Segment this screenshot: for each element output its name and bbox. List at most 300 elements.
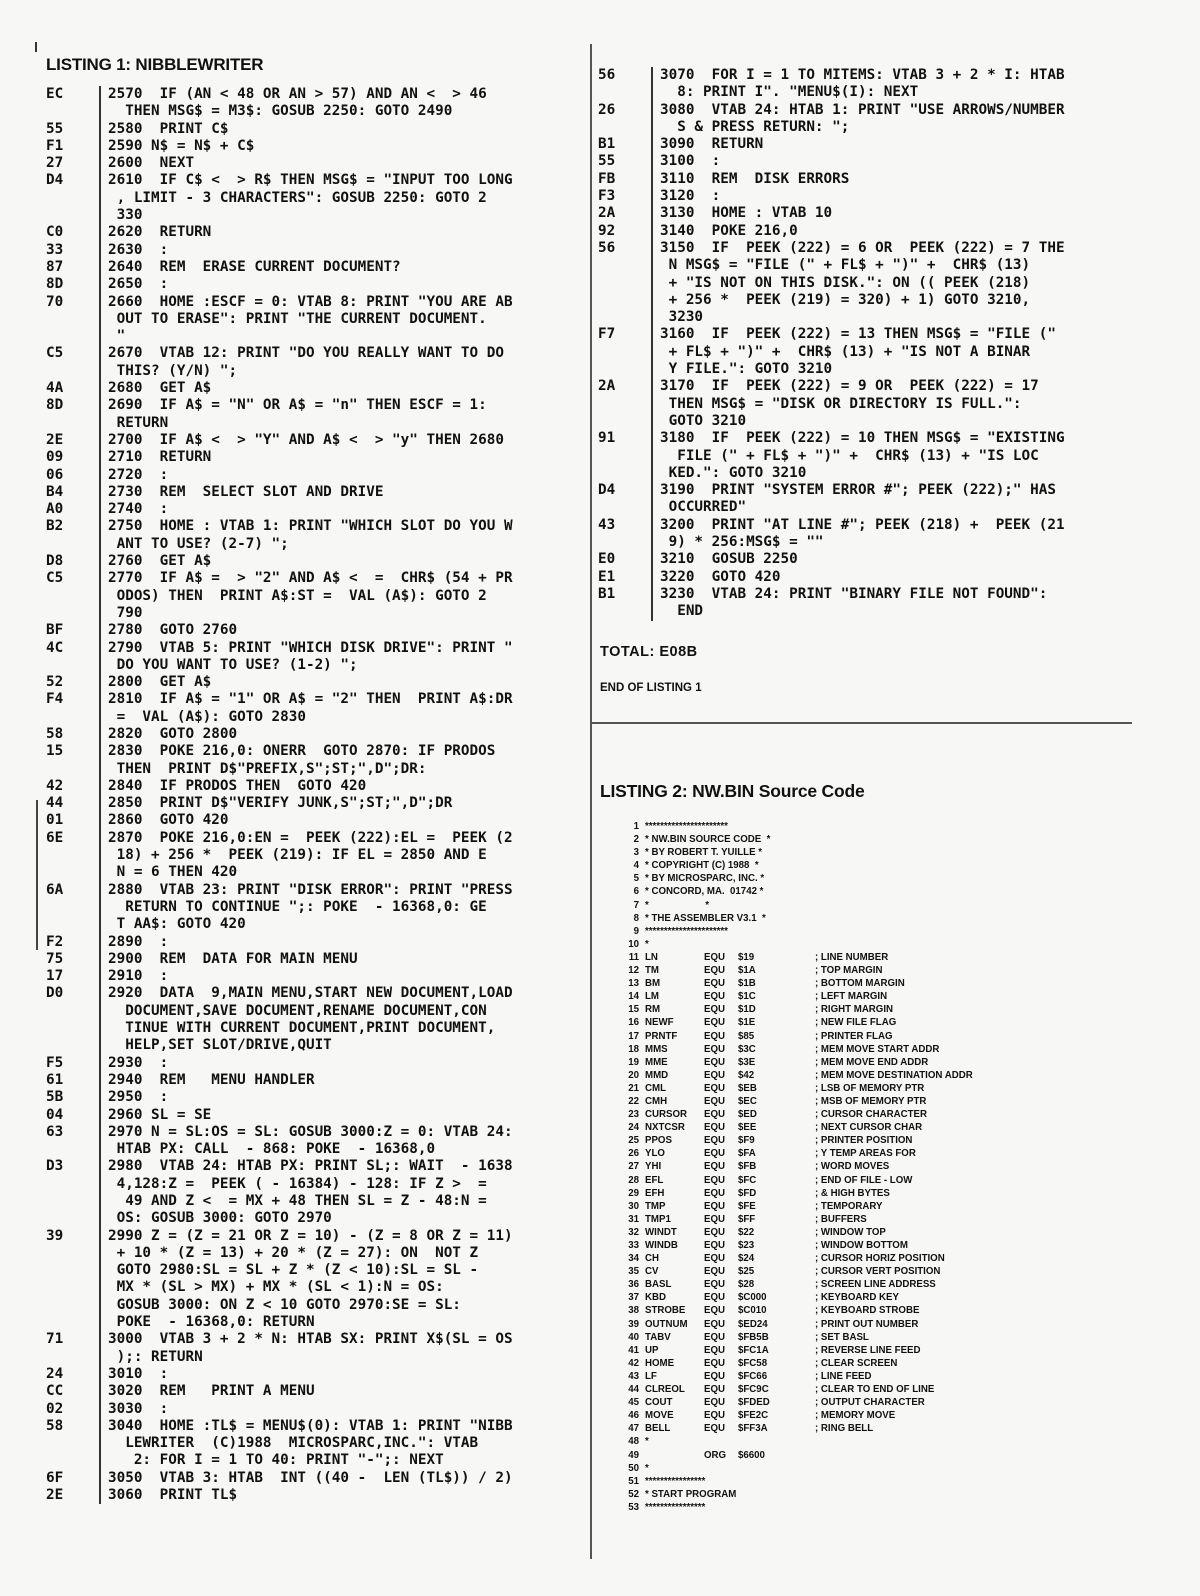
checksum: 2E <box>46 431 64 448</box>
source-line-number: 41 <box>628 1344 639 1356</box>
listing-rule <box>99 1055 101 1072</box>
checksum: BF <box>46 622 64 639</box>
code-text: 2650 : <box>108 276 169 293</box>
source-label: TM <box>645 965 659 977</box>
source-operand: $1E <box>738 1017 756 1029</box>
source-operand: $FE <box>738 1200 756 1212</box>
source-label: PRNTF <box>645 1030 678 1042</box>
source-line <box>615 1174 1035 1187</box>
listing-rule <box>99 518 101 553</box>
source-comment-line: ********************** <box>645 821 728 832</box>
checksum: 52 <box>46 674 64 691</box>
source-comment: ; SCREEN LINE ADDRESS <box>815 1279 936 1291</box>
code-text: 2810 IF A$ = "1" OR A$ = "2" THEN PRINT A$:DR = VAL (A$): GOTO 2830 <box>108 691 513 725</box>
checksum: D8 <box>46 553 64 570</box>
listing-rule <box>99 242 101 259</box>
source-line <box>615 1226 1035 1239</box>
source-opcode: EQU <box>704 1344 725 1356</box>
source-comment-line: * <box>645 938 649 950</box>
source-line <box>615 1344 1035 1357</box>
listing-rule <box>99 691 101 726</box>
listing-line <box>46 467 513 484</box>
code-text: 2870 POKE 216,0:EN = PEEK (222):EL = PEEK (2 18) + 256 * PEEK (219): IF EL = 2850 AND E N = 6 THEN 420 <box>108 829 513 881</box>
source-comment-line: **************** <box>645 1475 706 1487</box>
listing-line <box>598 136 1065 153</box>
source-operand: $3E <box>738 1056 756 1068</box>
source-operand: $FDED <box>738 1397 770 1409</box>
source-line <box>615 1396 1035 1409</box>
source-operand: $C000 <box>738 1292 767 1304</box>
code-text: 3140 POKE 216,0 <box>660 222 798 239</box>
checksum: 04 <box>46 1106 64 1123</box>
source-label: BELL <box>645 1423 671 1435</box>
checksum: F7 <box>598 326 616 343</box>
source-operand: $FC9C <box>738 1384 769 1396</box>
listing-line <box>46 674 513 691</box>
listing-rule <box>651 586 653 621</box>
source-label: KBD <box>645 1292 666 1304</box>
code-text: 2750 HOME : VTAB 1: PRINT "WHICH SLOT DO YOU W ANT TO USE? (2-7) "; <box>108 518 513 552</box>
checksum: 26 <box>598 101 616 118</box>
source-opcode: EQU <box>704 1292 725 1304</box>
section-divider <box>592 722 1132 724</box>
source-label: UP <box>645 1344 659 1356</box>
source-line <box>615 1069 1035 1082</box>
source-line-number: 29 <box>628 1187 639 1199</box>
source-line-number: 15 <box>628 1004 639 1016</box>
source-label: LN <box>645 951 658 963</box>
listing-rule <box>99 276 101 293</box>
checksum: 6E <box>46 829 64 846</box>
source-operand: $FB <box>738 1161 757 1173</box>
code-text: 3110 REM DISK ERRORS <box>660 170 850 187</box>
checksum: 44 <box>46 795 64 812</box>
source-line-number: 43 <box>628 1370 639 1382</box>
source-line-number: 20 <box>628 1069 639 1081</box>
source-line-number: 34 <box>628 1253 639 1265</box>
source-opcode: EQU <box>704 1410 725 1422</box>
checksum: 09 <box>46 449 64 466</box>
code-text: 2830 POKE 216,0: ONERR GOTO 2870: IF PRODOS THEN PRINT D$"PREFIX,S";ST;",D";DR: <box>108 743 496 777</box>
source-label: MMS <box>645 1043 668 1055</box>
listing-rule <box>651 223 653 240</box>
listing-line <box>598 551 1065 568</box>
checksum: 8D <box>46 276 64 293</box>
code-text: 2890 : <box>108 933 169 950</box>
listing-line <box>598 378 1065 430</box>
checksum: 71 <box>46 1331 64 1348</box>
source-opcode: EQU <box>704 1069 725 1081</box>
source-label: TMP <box>645 1200 666 1212</box>
source-label: HOME <box>645 1357 675 1369</box>
source-comment-line: * THE ASSEMBLER V3.1 * <box>645 912 766 924</box>
source-comment: ; KEYBOARD STROBE <box>815 1305 920 1317</box>
source-comment: ; TEMPORARY <box>815 1200 883 1212</box>
source-operand: $FC1A <box>738 1344 769 1356</box>
source-line-number: 5 <box>633 873 639 885</box>
checksum: 2A <box>598 205 616 222</box>
source-label: LM <box>645 991 659 1003</box>
listing-line <box>598 188 1065 205</box>
checksum: 39 <box>46 1227 64 1244</box>
source-line-number: 35 <box>628 1266 639 1278</box>
code-text: 2960 SL = SE <box>108 1106 212 1123</box>
listing1-right-column <box>598 67 1065 621</box>
source-label: TABV <box>645 1331 671 1343</box>
checksum: 01 <box>46 812 64 829</box>
source-comment: ; CLEAR TO END OF LINE <box>815 1384 935 1396</box>
listing-rule <box>99 1107 101 1124</box>
source-operand: $19 <box>738 951 755 963</box>
source-operand: $1A <box>738 965 756 977</box>
source-opcode: EQU <box>704 1017 725 1029</box>
checksum: 8D <box>46 397 64 414</box>
source-operand: $ED <box>738 1109 757 1121</box>
code-text: 2970 N = SL:OS = SL: GOSUB 3000:Z = 0: VTAB 24: HTAB PX: CALL - 868: POKE - 16368,0 <box>108 1123 513 1158</box>
checksum: 70 <box>46 293 64 310</box>
code-text: 3090 RETURN <box>660 136 764 153</box>
listing-rule <box>99 830 101 882</box>
source-operand: $FF3A <box>738 1423 768 1435</box>
source-comment-line: ********************** <box>645 925 728 937</box>
code-text: 2880 VTAB 23: PRINT "DISK ERROR": PRINT "PRESS RETURN TO CONTINUE ";: POKE - 16368,0: GE T AA$: GOTO 420 <box>108 881 513 933</box>
source-line-number: 26 <box>628 1148 639 1160</box>
source-opcode: EQU <box>704 1266 725 1278</box>
checksum: 4A <box>46 380 64 397</box>
listing-line <box>46 812 513 829</box>
source-opcode: EQU <box>704 1004 725 1016</box>
listing-line <box>46 691 513 726</box>
listing-line <box>46 795 513 812</box>
listing-line <box>46 1331 513 1366</box>
source-line <box>615 899 1035 912</box>
source-line-number: 44 <box>628 1384 639 1396</box>
listing-rule <box>99 294 101 346</box>
source-line <box>615 1278 1035 1291</box>
source-comment-line: * START PROGRAM <box>645 1488 737 1500</box>
checksum: 2E <box>46 1487 64 1504</box>
code-text: 3040 HOME :TL$ = MENU$(0): VTAB 1: PRINT "NIBB LEWRITER (C)1988 MICROSPARC,INC.": VTAB 2: FOR I = 1 TO 40: PRINT "-";: NEXT <box>108 1417 513 1469</box>
source-comment-line: * * <box>645 899 710 911</box>
code-text: 2950 : <box>108 1089 169 1106</box>
source-operand: $ED24 <box>738 1318 768 1330</box>
code-text: 3230 VTAB 24: PRINT "BINARY FILE NOT FOUND": END <box>660 585 1048 620</box>
listing-line <box>598 205 1065 222</box>
source-line <box>615 1121 1035 1134</box>
checksum: C5 <box>46 570 64 587</box>
source-line <box>615 977 1035 990</box>
source-comment: ; MEM MOVE DESTINATION ADDR <box>815 1069 973 1081</box>
code-text: 3080 VTAB 24: HTAB 1: PRINT "USE ARROWS/NUMBER S & PRESS RETURN: "; <box>660 101 1065 135</box>
source-comment: ; RING BELL <box>815 1423 874 1435</box>
listing-line <box>46 1487 513 1504</box>
listing-rule <box>651 188 653 205</box>
source-comment-line: * CONCORD, MA. 01742 * <box>645 886 764 898</box>
source-operand: $FC <box>738 1174 757 1186</box>
listing-line <box>46 726 513 743</box>
source-comment: ; MEM MOVE END ADDR <box>815 1056 929 1068</box>
source-line-number: 46 <box>628 1410 639 1422</box>
source-line <box>615 1488 1035 1501</box>
code-text: 3060 PRINT TL$ <box>108 1487 238 1504</box>
source-comment-line: * BY ROBERT T. YUILLE * <box>645 847 762 859</box>
source-label: WINDT <box>645 1226 677 1238</box>
source-comment: ; CURSOR CHARACTER <box>815 1109 927 1121</box>
listing-line <box>46 1418 513 1470</box>
source-comment: ; BUFFERS <box>815 1213 867 1225</box>
source-line <box>615 1331 1035 1344</box>
source-label: MME <box>645 1056 668 1068</box>
checksum: 56 <box>598 239 616 256</box>
source-line-number: 7 <box>633 899 639 911</box>
source-label: COUT <box>645 1397 673 1409</box>
checksum: 43 <box>598 516 616 533</box>
code-text: 3070 FOR I = 1 TO MITEMS: VTAB 3 + 2 * I: HTAB 8: PRINT I". "MENU$(I): NEXT <box>660 67 1065 101</box>
listing-line <box>46 1107 513 1124</box>
code-text: 2920 DATA 9,MAIN MENU,START NEW DOCUMENT,LOAD DOCUMENT,SAVE DOCUMENT,RENAME DOCUMENT,CON TINUE WITH CURRENT DOCUMENT,PRINT DOCUMENT, HELP,SET SLOT/DRIVE,QUIT <box>108 985 513 1054</box>
listing-line <box>46 743 513 778</box>
source-line-number: 53 <box>628 1501 639 1513</box>
source-line <box>615 1435 1035 1448</box>
code-text: 2850 PRINT D$"VERIFY JUNK,S";ST;",D";DR <box>108 795 453 812</box>
code-text: 2800 GET A$ <box>108 674 212 691</box>
code-text: 2590 N$ = N$ + C$ <box>108 137 255 154</box>
source-label: BM <box>645 978 661 990</box>
listing-rule <box>99 778 101 795</box>
listing-line <box>598 223 1065 240</box>
source-operand: $24 <box>738 1253 755 1265</box>
checksum: 58 <box>46 1417 64 1434</box>
code-text: 3100 : <box>660 153 721 170</box>
source-line <box>615 1108 1035 1121</box>
source-label: CV <box>645 1266 659 1278</box>
source-line <box>615 1095 1035 1108</box>
code-text: 2780 GOTO 2760 <box>108 622 238 639</box>
listing-rule <box>99 449 101 466</box>
source-opcode: EQU <box>704 951 725 963</box>
code-text: 2930 : <box>108 1054 169 1071</box>
crop-mark <box>35 42 37 52</box>
listing-rule <box>651 205 653 222</box>
listing-rule <box>99 882 101 934</box>
source-line <box>615 1304 1035 1317</box>
source-line-number: 6 <box>633 886 639 898</box>
checksum: 17 <box>46 968 64 985</box>
listing-rule <box>651 240 653 326</box>
listing-rule <box>99 1383 101 1400</box>
listing-line <box>598 586 1065 621</box>
source-line <box>615 938 1035 951</box>
source-line <box>615 833 1035 846</box>
source-opcode: EQU <box>704 1056 725 1068</box>
source-opcode: EQU <box>704 1279 725 1291</box>
source-line <box>615 912 1035 925</box>
source-comment-line: **************** <box>645 1501 706 1513</box>
listing-rule <box>99 743 101 778</box>
source-operand: $28 <box>738 1279 755 1291</box>
source-line-number: 42 <box>628 1357 639 1369</box>
code-text: 2640 REM ERASE CURRENT DOCUMENT? <box>108 258 401 275</box>
code-text: 2680 GET A$ <box>108 380 212 397</box>
source-line-number: 28 <box>628 1174 639 1186</box>
code-text: 3130 HOME : VTAB 10 <box>660 205 833 222</box>
source-comment: ; LINE NUMBER <box>815 951 889 963</box>
listing-line <box>46 380 513 397</box>
source-line-number: 25 <box>628 1135 639 1147</box>
checksum: 15 <box>46 743 64 760</box>
listing-rule <box>99 674 101 691</box>
column-divider <box>590 44 592 1559</box>
code-text: 2700 IF A$ < > "Y" AND A$ < > "y" THEN 2680 <box>108 431 504 448</box>
source-label: MMD <box>645 1069 669 1081</box>
source-line-number: 23 <box>628 1109 639 1121</box>
source-line <box>615 846 1035 859</box>
listing-line <box>46 968 513 985</box>
listing-line <box>598 517 1065 552</box>
source-line <box>615 820 1035 833</box>
listing-line <box>46 1089 513 1106</box>
checksum: 33 <box>46 241 64 258</box>
listing-line <box>46 259 513 276</box>
source-operand: $1C <box>738 991 756 1003</box>
source-label: RM <box>645 1004 661 1016</box>
source-comment-line: * BY MICROSPARC, INC. * <box>645 873 765 885</box>
code-text: 3160 IF PEEK (222) = 13 THEN MSG$ = "FILE (" + FL$ + ")" + CHR$ (13) + "IS NOT A BINAR Y FILE.": GOTO 3210 <box>660 326 1056 378</box>
listing-rule <box>99 259 101 276</box>
code-text: 3030 : <box>108 1400 169 1417</box>
source-operand: $FC58 <box>738 1357 768 1369</box>
source-label: YLO <box>645 1148 665 1160</box>
listing-rule <box>99 467 101 484</box>
checksum: A0 <box>46 501 64 518</box>
code-text: 2990 Z = (Z = 21 OR Z = 10) - (Z = 8 OR Z = 11) + 10 * (Z = 13) + 20 * (Z = 27): ON NOT Z GOTO 2980:SL = SL + Z * (Z < 10):SL = SL - MX * (SL > MX) + MX * (SL < 1):N = OS: GOSUB 3000: ON Z < 10 GOTO 2970:SE = SL: POKE - 16368,0: RETURN <box>108 1227 513 1331</box>
listing-line <box>46 432 513 449</box>
source-opcode: EQU <box>704 1384 725 1396</box>
listing2-source-code <box>615 820 1035 1514</box>
source-comment: ; WINDOW BOTTOM <box>815 1240 908 1251</box>
source-line-number: 30 <box>628 1200 639 1212</box>
listing-rule <box>99 345 101 380</box>
checksum: 56 <box>598 67 616 83</box>
source-label: EFH <box>645 1187 665 1199</box>
checksum: E0 <box>598 551 616 568</box>
checksum: F2 <box>46 933 64 950</box>
source-operand: $EE <box>738 1122 757 1134</box>
source-comment: ; BOTTOM MARGIN <box>815 978 905 990</box>
source-opcode: EQU <box>704 1213 725 1225</box>
source-line <box>615 1160 1035 1173</box>
checksum: 2A <box>598 378 616 395</box>
source-opcode: EQU <box>704 1174 725 1186</box>
checksum: B4 <box>46 483 64 500</box>
source-label: STROBE <box>645 1305 686 1317</box>
listing-line <box>46 138 513 155</box>
source-line <box>615 1383 1035 1396</box>
listing-line <box>46 934 513 951</box>
source-label: BASL <box>645 1279 672 1291</box>
listing-line <box>46 449 513 466</box>
source-line-number: 49 <box>628 1449 639 1461</box>
listing-line <box>46 121 513 138</box>
code-text: 2690 IF A$ = "N" OR A$ = "n" THEN ESCF = 1: RETURN <box>108 397 487 431</box>
listing-rule <box>99 1124 101 1159</box>
code-text: 2840 IF PRODOS THEN GOTO 420 <box>108 777 367 794</box>
listing-rule <box>99 726 101 743</box>
source-opcode: EQU <box>704 1226 725 1238</box>
source-comment: ; LINE FEED <box>815 1370 872 1382</box>
listing-rule <box>651 482 653 517</box>
checksum: F1 <box>46 137 64 154</box>
listing-line <box>46 1366 513 1383</box>
source-opcode: ORG <box>704 1449 727 1461</box>
source-label <box>645 1449 704 1462</box>
code-text: 2730 REM SELECT SLOT AND DRIVE <box>108 483 384 500</box>
listing-rule <box>99 553 101 570</box>
listing-rule <box>99 1487 101 1504</box>
source-line <box>615 1134 1035 1147</box>
listing-line <box>598 102 1065 137</box>
checksum: EC <box>46 86 64 102</box>
source-label: NXTCSR <box>645 1122 685 1134</box>
code-text: 3020 REM PRINT A MENU <box>108 1383 315 1400</box>
listing-line <box>598 240 1065 326</box>
listing-rule <box>99 1228 101 1332</box>
listing-line <box>46 1228 513 1332</box>
source-line <box>615 925 1035 938</box>
source-line <box>615 1265 1035 1278</box>
checksum: 55 <box>598 153 616 170</box>
source-comment: ; SET BASL <box>815 1331 869 1343</box>
listing-rule <box>99 812 101 829</box>
code-text: 2580 PRINT C$ <box>108 120 229 137</box>
listing-rule <box>99 1366 101 1383</box>
listing-rule <box>99 934 101 951</box>
listing-line <box>46 640 513 675</box>
checksum: 91 <box>598 430 616 447</box>
code-text: 3200 PRINT "AT LINE #"; PEEK (218) + PEEK (21 9) * 256:MSG$ = "" <box>660 516 1065 551</box>
listing-line <box>46 1158 513 1227</box>
source-comment-line: * COPYRIGHT (C) 1988 * <box>645 860 759 872</box>
listing-line <box>598 482 1065 517</box>
source-comment: ; MSB OF MEMORY PTR <box>815 1095 927 1107</box>
listing-rule <box>99 484 101 501</box>
listing-rule <box>99 1418 101 1470</box>
checksum: 6A <box>46 881 64 898</box>
checksum: D3 <box>46 1158 64 1175</box>
source-comment: ; CURSOR VERT POSITION <box>815 1266 941 1278</box>
source-operand: $23 <box>738 1240 755 1251</box>
code-text: 2900 REM DATA FOR MAIN MENU <box>108 950 358 967</box>
source-line-number: 14 <box>628 991 639 1003</box>
listing-rule <box>99 86 101 121</box>
code-text: 2620 RETURN <box>108 224 212 241</box>
source-opcode: EQU <box>704 1423 725 1435</box>
checksum: 06 <box>46 466 64 483</box>
source-line <box>615 1449 1035 1462</box>
listing-line <box>46 518 513 553</box>
source-opcode: EQU <box>704 991 725 1003</box>
listing-rule <box>99 224 101 241</box>
listing-rule <box>651 517 653 552</box>
checksum: 24 <box>46 1365 64 1382</box>
listing1-total: TOTAL: E08B <box>600 644 698 660</box>
listing-line <box>46 1470 513 1487</box>
listing-rule <box>99 795 101 812</box>
listing-line <box>598 67 1065 102</box>
source-label: PPOS <box>645 1135 672 1147</box>
source-line-number: 19 <box>628 1056 639 1068</box>
source-opcode: EQU <box>704 1370 725 1382</box>
